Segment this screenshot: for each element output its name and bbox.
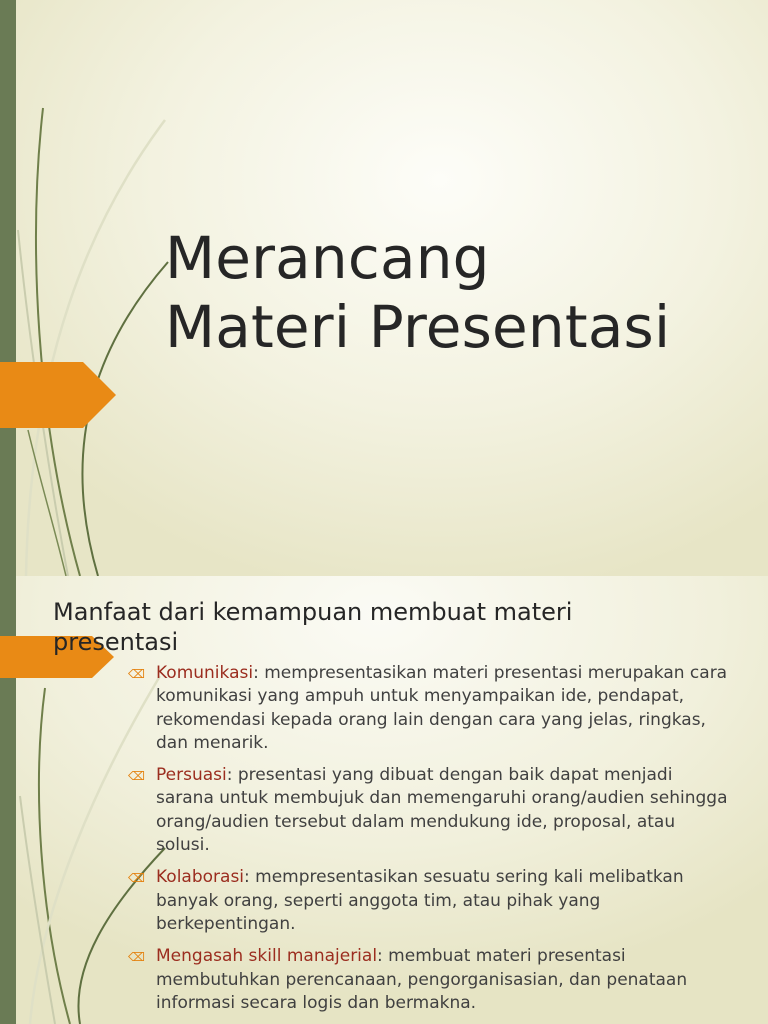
slide-heading: Manfaat dari kemampuan membuat materi presentasi [53,598,573,656]
item-text: : mempresentasikan sesuatu sering kali melibatkan banyak orang, seperti anggota tim, atau pihak yang berkepentingan. [156,867,684,934]
benefit-list [128,662,728,1024]
item-term: Kolaborasi [156,867,245,888]
list-item [128,764,728,857]
item-text: : presentasi yang dibuat dengan baik dapat menjadi sarana untuk membujuk dan memengaruhi orang/audien sehingga orang/audien tersebut dalam mendukung ide, proposal, atau solusi. [156,765,728,856]
slide-title: Merancang Materi Presentasi [165,224,671,361]
item-text: : membuat materi presentasi membutuhkan perencanaan, pengorganisasian, dan penataan informasi secara logis dan bermakna. [156,946,688,1013]
item-term: Komunikasi [156,663,254,683]
list-item [128,945,728,1015]
orange-arrow-shape [0,362,116,428]
item-term: Persuasi [156,765,227,786]
bullet-icon: ⌫ [128,950,145,965]
list-item [128,662,728,755]
item-text: : mempresentasikan materi presentasi merupakan cara komunikasi yang ampuh untuk menyampaikan ide, pendapat, rekomendasi kepada orang lain dengan cara yang jelas, ringkas, dan menarik. [156,663,728,753]
bullet-icon: ⌫ [128,769,145,784]
list-item [128,866,728,936]
item-term: Mengasah skill manajerial [156,946,378,967]
bullet-icon: ⌫ [128,871,145,886]
bullet-icon: ⌫ [128,667,145,681]
